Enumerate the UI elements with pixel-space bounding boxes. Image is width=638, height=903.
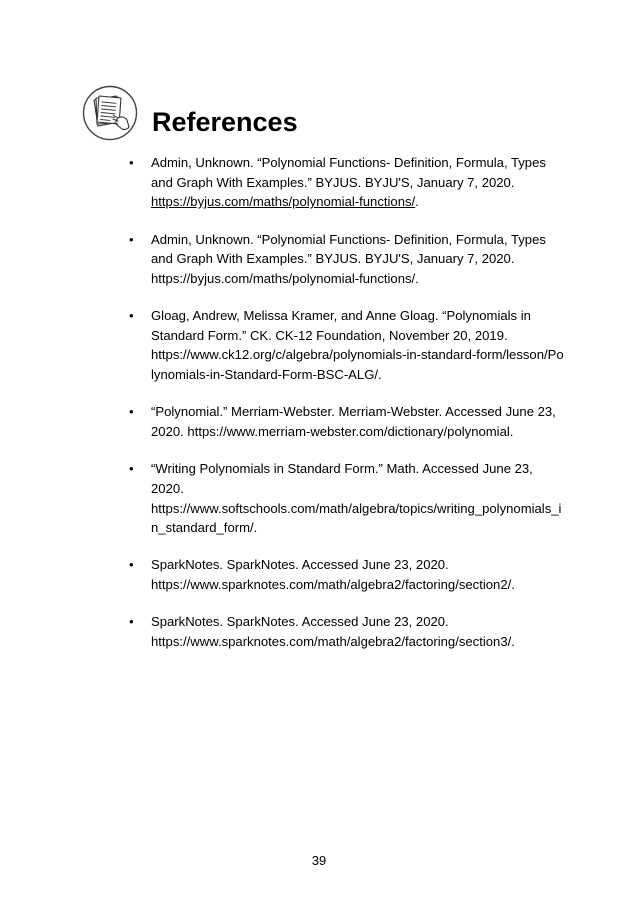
reference-citation: Gloag, Andrew, Melissa Kramer, and Anne Gloag. “Polynomials in Standard Form.” CK. CK-12 Foundation, November 20, 2019.: [151, 308, 531, 343]
bullet-icon: •: [129, 155, 134, 170]
reference-link[interactable]: https://byjus.com/maths/polynomial-functions/: [151, 194, 416, 210]
reference-url: https://www.sparknotes.com/math/algebra2/factoring/section3/.: [151, 634, 515, 650]
reference-item: [125, 230, 565, 289]
reference-item: [125, 306, 565, 384]
reference-url: https://www.ck12.org/c/algebra/polynomials-in-standard-form/lesson/Polynomials-in-Standard-Form-BSC-ALG/.: [151, 347, 564, 382]
bullet-icon: •: [129, 231, 134, 247]
reference-citation: SparkNotes. SparkNotes. Accessed June 23, 2020.: [151, 557, 449, 573]
reference-url: https://byjus.com/maths/polynomial-functions/.: [151, 270, 419, 286]
reference-item: [125, 153, 565, 212]
reference-url-line: [151, 192, 565, 212]
reference-citation: Admin, Unknown. “Polynomial Functions- Definition, Formula, Types and Graph With Examples.” BYJUS. BYJU'S, January 7, 2020.: [151, 231, 546, 267]
document-stack-hand-icon: [82, 85, 138, 141]
page-title: References: [152, 107, 298, 137]
bullet-icon: •: [129, 614, 134, 630]
reference-url: https://www.softschools.com/math/algebra/topics/writing_polynomials_in_standard_form/.: [151, 500, 562, 536]
reference-item: [125, 612, 565, 651]
reference-url: https://www.sparknotes.com/math/algebra2/factoring/section2/.: [151, 577, 515, 593]
reference-list: [125, 153, 565, 669]
reference-citation: “Writing Polynomials in Standard Form.” Math. Accessed June 23, 2020.: [151, 461, 533, 496]
bullet-icon: •: [129, 308, 134, 324]
reference-url-suffix: .: [415, 194, 419, 210]
reference-item: [125, 402, 565, 441]
reference-citation: SparkNotes. SparkNotes. Accessed June 23, 2020.: [151, 614, 449, 630]
page-number: 39: [311, 853, 327, 868]
bullet-icon: •: [129, 404, 134, 420]
reference-item: [125, 459, 565, 537]
reference-citation: “Polynomial.” Merriam-Webster. Merriam-Webster. Accessed June 23, 2020. https://www.merriam-webster.com/dictionary/polynomial.: [151, 404, 556, 439]
bullet-icon: •: [129, 461, 134, 477]
bullet-icon: •: [129, 557, 134, 573]
reference-item: [125, 555, 565, 594]
reference-citation: Admin, Unknown. “Polynomial Functions- Definition, Formula, Types and Graph With Examples.” BYJUS. BYJU'S, January 7, 2020.: [151, 155, 546, 190]
